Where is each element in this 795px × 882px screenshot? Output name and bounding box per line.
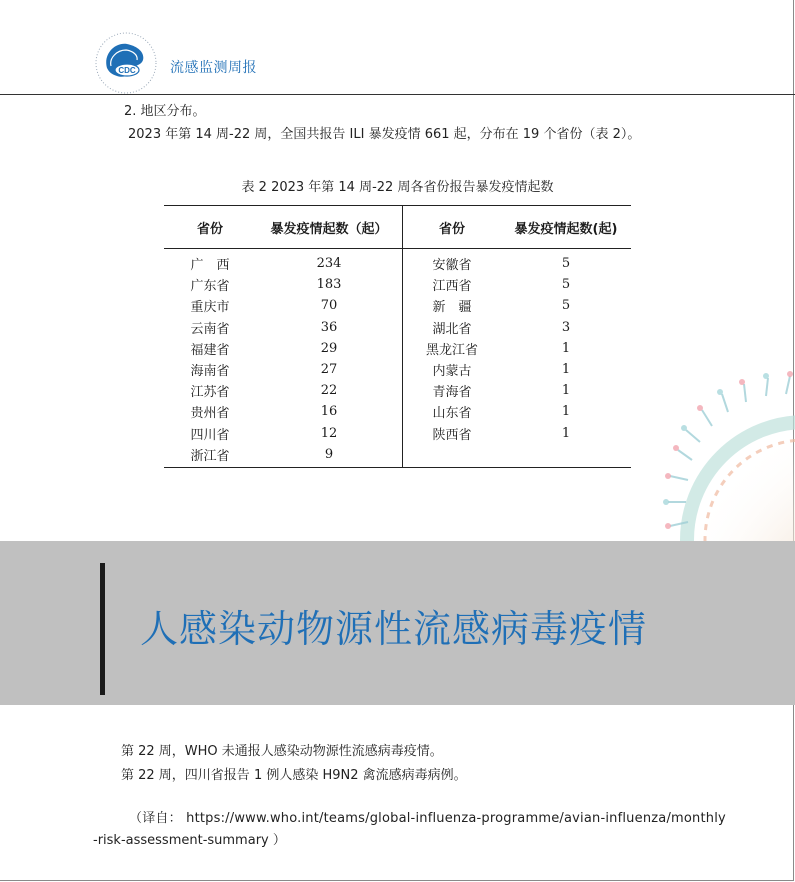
cell-count: 5 xyxy=(561,277,571,293)
note-line-1: 第 22 周，WHO 未通报人感染动物源性流感病毒疫情。 xyxy=(121,744,443,759)
table-row xyxy=(164,380,631,401)
banner-title: 人感染动物源性流感病毒疫情 xyxy=(140,607,648,651)
cell-count: 1 xyxy=(561,340,571,356)
cell-province: 江西省 xyxy=(403,274,502,295)
cell-province: 江苏省 xyxy=(190,385,230,401)
cell-province: 新 疆 xyxy=(403,295,502,316)
cdc-logo xyxy=(93,30,159,96)
header-rule xyxy=(0,94,795,95)
cell-province: 内蒙古 xyxy=(403,359,502,380)
cell-province: 陕西省 xyxy=(403,423,502,444)
cell-count: 5 xyxy=(561,298,571,314)
table-row xyxy=(164,338,631,359)
cell-province: 山东省 xyxy=(403,401,502,422)
header-province-2: 省份 xyxy=(403,206,502,249)
header-count-1: 暴发疫情起数（起） xyxy=(256,206,403,249)
cell-province: 安徽省 xyxy=(403,249,502,275)
cell-count: 16 xyxy=(320,404,338,420)
cell-count: 70 xyxy=(320,298,338,314)
table-row xyxy=(164,423,631,444)
banner-accent-bar xyxy=(100,563,105,695)
table-row xyxy=(164,317,631,338)
outbreak-table xyxy=(164,205,631,468)
section-paragraph: 2023 年第 14 周-22 周，全国共报告 ILI 暴发疫情 661 起，分布在 19 个省份（表 2）。 xyxy=(128,127,641,142)
cell-count: 9 xyxy=(256,444,403,468)
virus-illustration xyxy=(630,350,795,542)
cell-count: 5 xyxy=(561,256,571,272)
cell-province: 黑龙江省 xyxy=(403,338,502,359)
cell-count: 234 xyxy=(316,256,342,272)
table-caption: 表 2 2023 年第 14 周-22 周各省份报告暴发疫情起数 xyxy=(241,180,554,195)
cell-province: 福建省 xyxy=(190,342,230,358)
cell-province: 广东省 xyxy=(190,279,230,295)
note-line-2: 第 22 周，四川省报告 1 例人感染 H9N2 禽流感病毒病例。 xyxy=(121,768,467,783)
source-link-line-2[interactable]: -risk-assessment-summary ） xyxy=(93,833,286,848)
report-title: 流感监测周报 xyxy=(170,60,257,76)
table-row xyxy=(164,401,631,422)
cell-province: 青海省 xyxy=(403,380,502,401)
cell-province: 贵州省 xyxy=(190,406,230,422)
cell-province: 云南省 xyxy=(190,321,230,337)
cell-province: 浙江省 xyxy=(164,444,256,468)
cell-count: 1 xyxy=(561,383,571,399)
cell-count: 22 xyxy=(320,383,338,399)
table-row xyxy=(164,359,631,380)
table-row xyxy=(164,249,631,275)
cell-province: 重庆市 xyxy=(190,300,230,316)
cell-count: 183 xyxy=(316,277,342,293)
section-heading: 2. 地区分布。 xyxy=(124,104,206,119)
cell-province: 广 西 xyxy=(190,258,230,274)
table-row xyxy=(164,444,631,468)
cell-count: 12 xyxy=(320,425,338,441)
header-count-2: 暴发疫情起数(起) xyxy=(501,206,631,249)
logo-text: CDC xyxy=(118,66,136,75)
cell-province: 四川省 xyxy=(190,427,230,443)
cell-province: 海南省 xyxy=(190,364,230,380)
source-link-line-1[interactable]: （译自： https://www.who.int/teams/global-influenza-programme/avian-influenza/monthly xyxy=(129,811,726,826)
header-province-1: 省份 xyxy=(164,206,256,249)
cell-count xyxy=(501,444,631,468)
cell-count: 27 xyxy=(320,362,338,378)
cell-count: 36 xyxy=(320,319,338,335)
table-row xyxy=(164,274,631,295)
cell-province: 湖北省 xyxy=(403,317,502,338)
cell-count: 1 xyxy=(561,362,571,378)
cell-count: 29 xyxy=(320,340,338,356)
cell-province xyxy=(403,444,502,468)
table-header-row xyxy=(164,206,631,249)
cell-count: 1 xyxy=(561,425,571,441)
cell-count: 1 xyxy=(561,404,571,420)
table-row xyxy=(164,295,631,316)
cell-count: 3 xyxy=(561,319,571,335)
